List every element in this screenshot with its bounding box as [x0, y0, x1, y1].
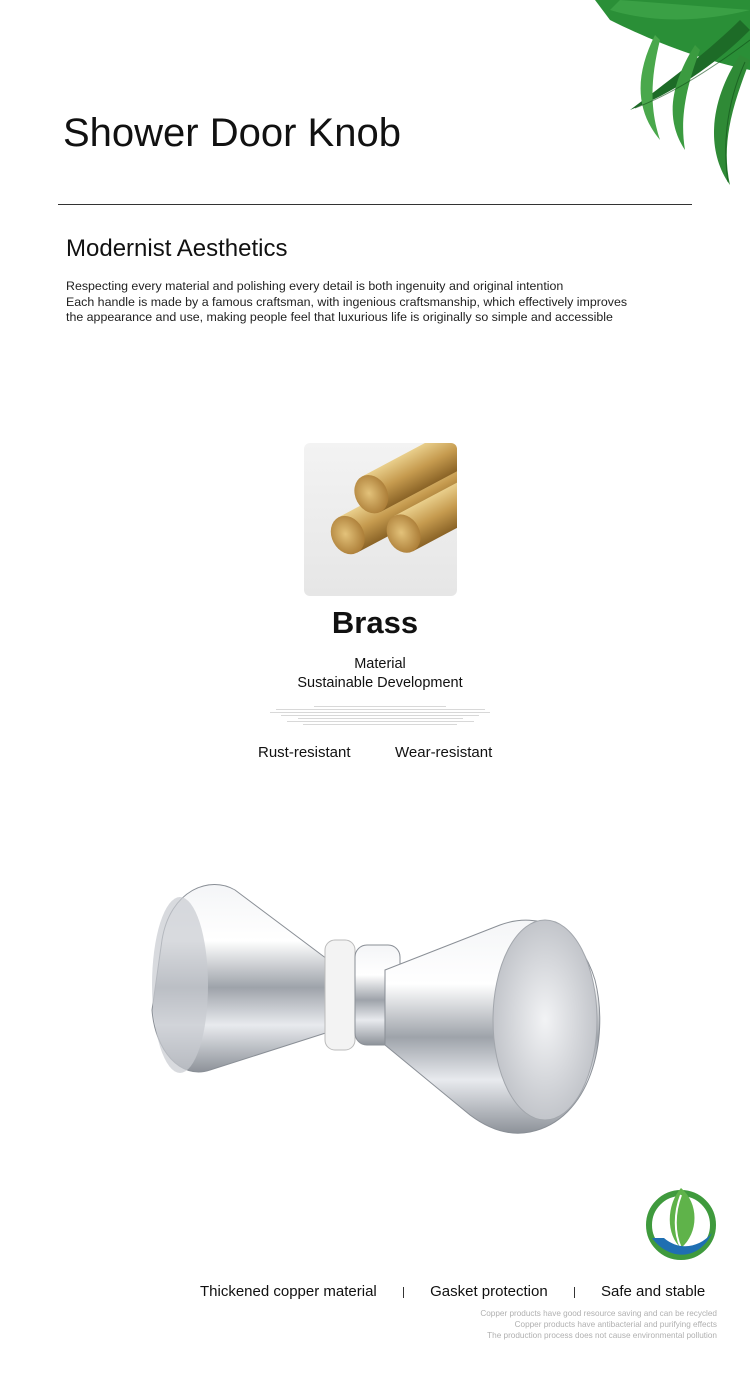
- description-line: Respecting every material and polishing every detail is both ingenuity and original intention: [66, 279, 564, 293]
- feature-separator: [403, 1287, 404, 1298]
- feature-wear-resistant: Wear-resistant: [395, 744, 493, 761]
- faint-text-decoration: [270, 704, 490, 727]
- material-label: Material: [354, 656, 406, 672]
- title-divider: [58, 204, 692, 205]
- bottom-features: [200, 1282, 705, 1302]
- feature-separator: [574, 1287, 575, 1298]
- brass-rods-image: [304, 443, 457, 596]
- note-recycled: Copper products have good resource saving and can be recycled: [480, 1309, 717, 1318]
- feature-gasket-protection: Gasket protection: [430, 1283, 548, 1301]
- eco-leaf-icon: [644, 1183, 718, 1263]
- description-line: Each handle is made by a famous craftsman, with ingenious craftsmanship, which effectively improves: [66, 294, 628, 309]
- section-description: [66, 279, 706, 326]
- palm-leaves-decoration: [500, 0, 750, 190]
- note-no-pollution: The production process does not cause environmental pollution: [487, 1331, 717, 1340]
- feature-thickened-copper: Thickened copper material: [200, 1283, 377, 1301]
- note-antibacterial: Copper products have antibacterial and purifying effects: [514, 1320, 717, 1329]
- description-line: the appearance and use, making people feel that luxurious life is originally so simple and accessible: [66, 310, 613, 324]
- section-title: Modernist Aesthetics: [66, 235, 288, 262]
- feature-rust-resistant: Rust-resistant: [258, 744, 351, 761]
- material-name: Brass: [331, 605, 419, 640]
- feature-safe-stable: Safe and stable: [601, 1283, 706, 1301]
- page-title: Shower Door Knob: [63, 111, 401, 155]
- shower-knob-image: [140, 870, 610, 1140]
- material-tagline: Sustainable Development: [297, 675, 463, 691]
